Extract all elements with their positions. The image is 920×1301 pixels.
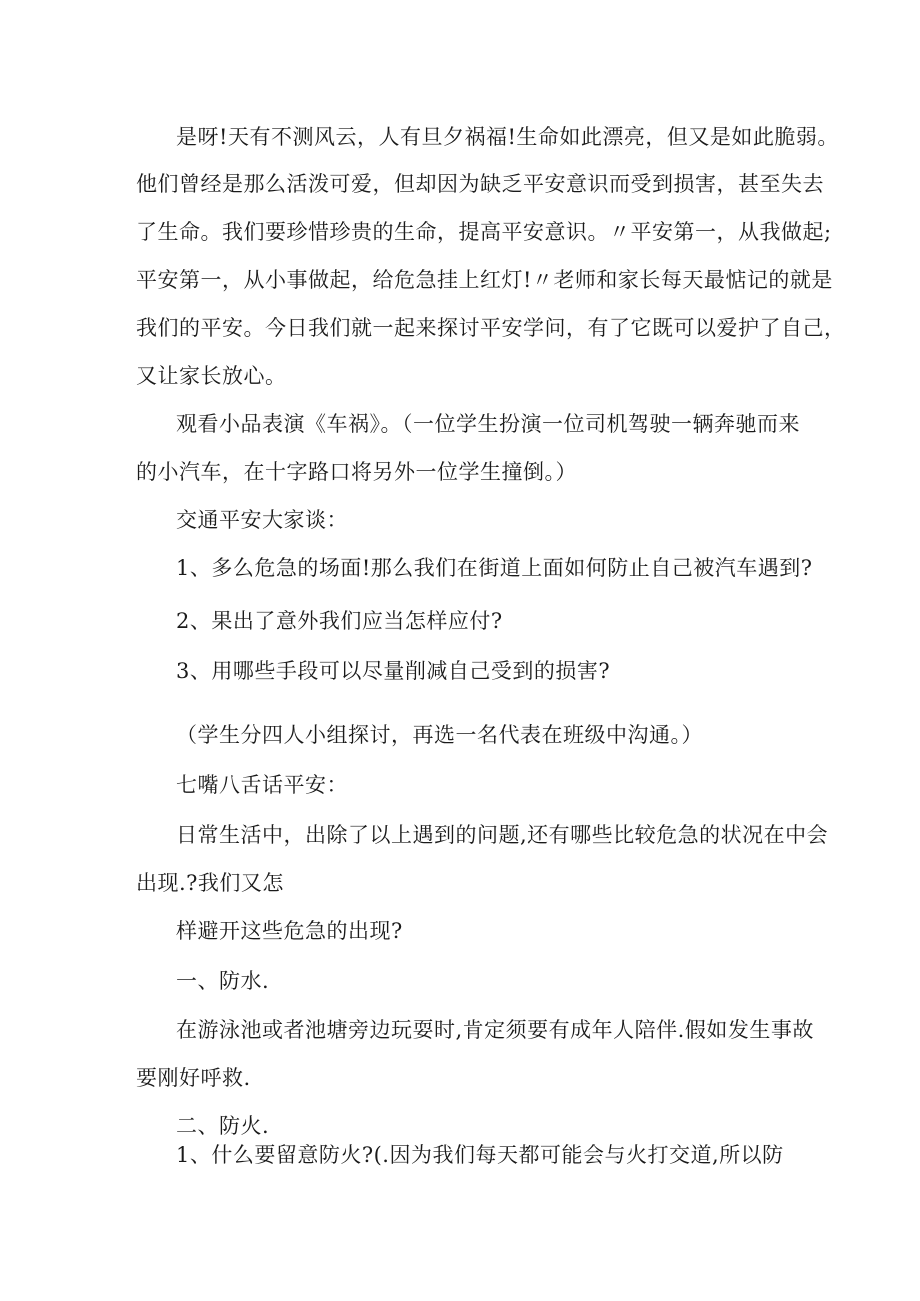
- section-heading: 一、防水.: [176, 969, 270, 993]
- section-heading: 七嘴八舌话平安：: [176, 773, 348, 797]
- paragraph-line: 又让家长放心。: [136, 364, 287, 388]
- paragraph-line: 日常生活中，出除了以上遇到的问题,还有哪些比较危急的状况在中会: [176, 823, 829, 847]
- paragraph-line: 平安第一，从小事做起，给危急挂上红灯!〃老师和家长每天最惦记的就是: [136, 268, 833, 292]
- paragraph-line: 的小汽车，在十字路口将另外一位学生撞倒。）: [136, 460, 577, 484]
- paragraph-line: 是呀!天有不测风云，人有旦夕祸福!生命如此漂亮，但又是如此脆弱。: [176, 125, 839, 149]
- paragraph-line: 在游泳池或者池塘旁边玩耍时,肯定须要有成年人陪伴.假如发生事故: [176, 1018, 814, 1042]
- paragraph-line: 我们的平安。今日我们就一起来探讨平安学问，有了它既可以爱护了自己，: [136, 316, 846, 340]
- paragraph-line: 观看小品表演《车祸》。（一位学生扮演一位司机驾驶一辆奔驰而来: [176, 412, 800, 436]
- paragraph-line: 出现.?我们又怎: [136, 871, 284, 895]
- list-item: 3、用哪些手段可以尽量削减自己受到的损害?: [176, 659, 611, 683]
- paragraph-line: （学生分四人小组探讨，再选一名代表在班级中沟通。）: [176, 723, 703, 747]
- paragraph-line: 样避开这些危急的出现?: [176, 919, 403, 943]
- list-item: 1、什么要留意防火?(.因为我们每天都可能会与火打交道,所以防: [176, 1143, 784, 1167]
- paragraph-line: 他们曾经是那么活泼可爱，但却因为缺乏平安意识而受到损害，甚至失去: [136, 172, 824, 196]
- list-item: 1、多么危急的场面!那么我们在街道上面如何防止自己被汽车遇到?: [176, 556, 813, 580]
- paragraph-line: 要刚好呼救.: [136, 1066, 251, 1090]
- paragraph-line: 了生命。我们要珍惜珍贵的生命，提高平安意识。〃平安第一，从我做起;: [136, 220, 832, 244]
- section-heading: 二、防火.: [176, 1114, 270, 1138]
- list-item: 2、果出了意外我们应当怎样应付?: [176, 609, 503, 633]
- section-heading: 交通平安大家谈：: [176, 508, 348, 532]
